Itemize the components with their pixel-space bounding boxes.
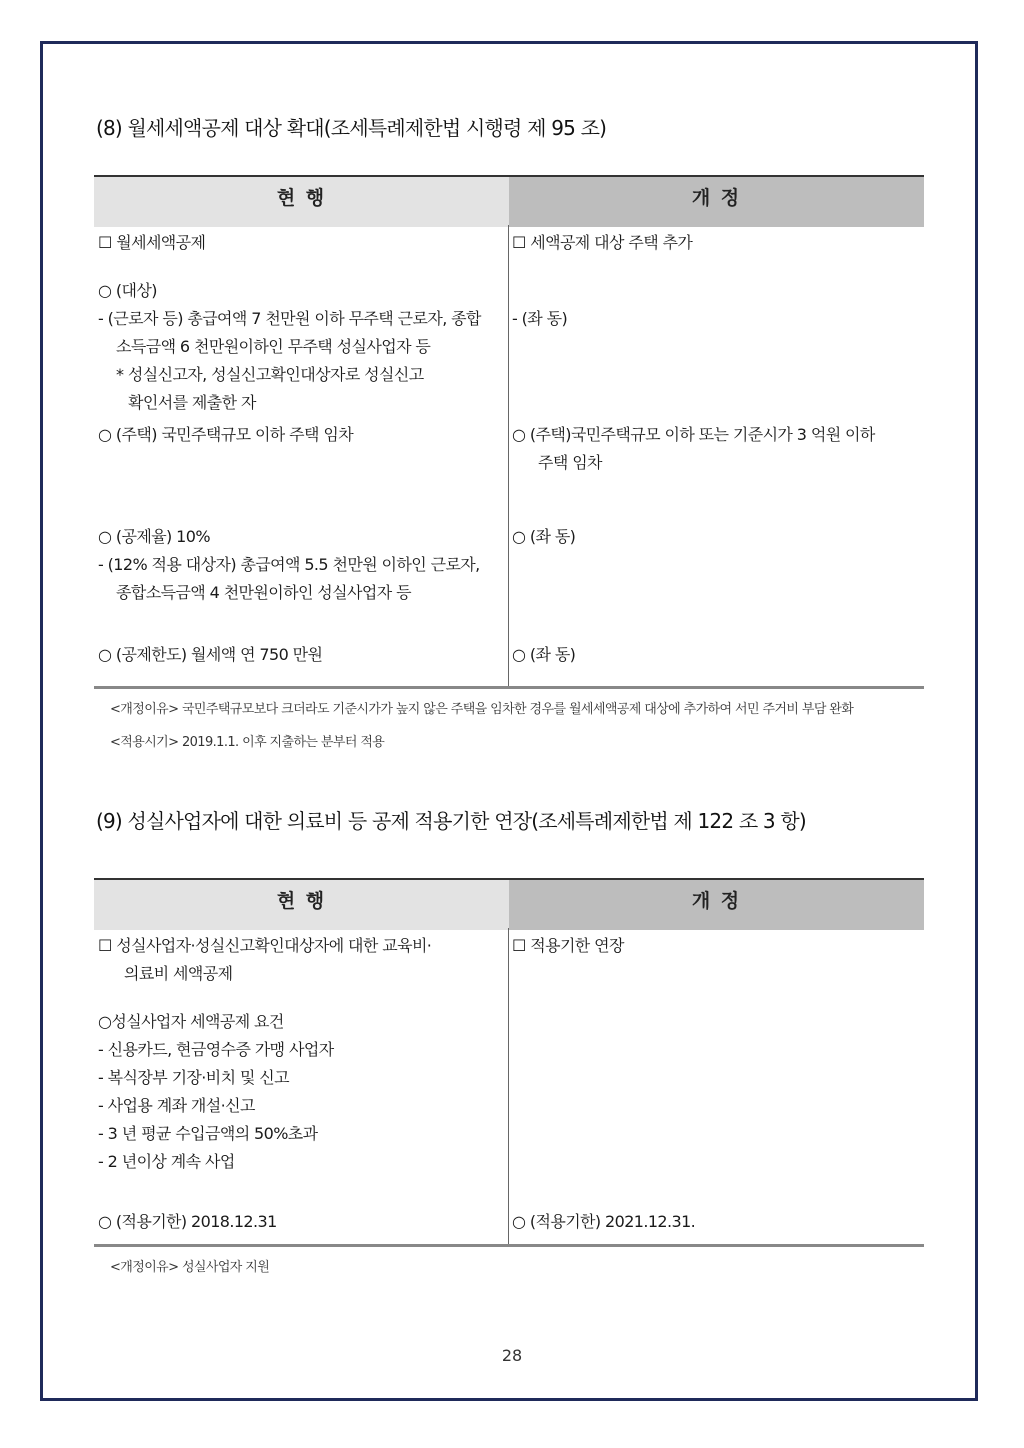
note-date-8: <적용시기> 2019.1.1. 이후 지출하는 분부터 적용 <box>110 735 385 750</box>
page-number: 28 <box>501 1346 523 1365</box>
text-line: ○ (적용기한) 2021.12.31. <box>512 1212 696 1231</box>
text-line: ☐ 월세세액공제 <box>98 233 206 252</box>
column-divider <box>508 225 509 687</box>
text-line: ☐ 적용기한 연장 <box>512 936 624 955</box>
table-bottom-rule <box>94 1244 924 1247</box>
cell-new-3 <box>512 523 922 551</box>
table-bottom-rule <box>94 686 924 689</box>
text-line: 종합소득금액 4 천만원이하인 성실사업자 등 <box>116 583 411 602</box>
section-8-title: (8) 월세세액공제 대상 확대(조세특례제한법 시행령 제 95 조) <box>96 116 607 140</box>
text-line: ☐ 세액공제 대상 주택 추가 <box>512 233 693 252</box>
note-reason-8: <개정이유> 국민주택규모보다 크더라도 기준시가가 높지 않은 주택을 임차한 경우를 월세세액공제 대상에 추가하여 서민 주거비 부담 완화 <box>110 702 854 717</box>
table-header <box>94 878 924 930</box>
text-line: - 2 년이상 계속 사업 <box>98 1152 235 1171</box>
text-line: - (근로자 등) 총급여액 7 천만원 이하 무주택 근로자, 종합 <box>98 309 481 328</box>
cell-current-3 <box>98 523 508 607</box>
text-line: ○ (주택) 국민주택규모 이하 주택 임차 <box>98 425 354 444</box>
cell-current-2 <box>98 421 508 449</box>
header-current: 현 행 <box>94 880 509 930</box>
section-9-title: (9) 성실사업자에 대한 의료비 등 공제 적용기한 연장(조세특례제한법 제 122 조 3 항) <box>96 809 806 833</box>
text-line: 소득금액 6 천만원이하인 무주택 성실사업자 등 <box>116 337 431 356</box>
text-line: ○ (적용기한) 2018.12.31 <box>98 1212 277 1231</box>
text-line: ○ (대상) <box>98 281 157 300</box>
cell-new-0 <box>512 932 922 960</box>
text-line: * 성실신고자, 성실신고확인대상자로 성실신고 <box>116 365 424 384</box>
header-new: 개 정 <box>509 880 924 930</box>
text-line: - 신용카드, 현금영수증 가맹 사업자 <box>98 1040 334 1059</box>
cell-current-1 <box>98 1008 508 1176</box>
cell-new-2 <box>512 421 922 477</box>
text-line: - (좌 동) <box>512 309 568 328</box>
text-line: ○ (주택)국민주택규모 이하 또는 기준시가 3 억원 이하 <box>512 425 875 444</box>
text-line: ○ (공제한도) 월세액 연 750 만원 <box>98 645 323 664</box>
cell-new-0 <box>512 229 922 257</box>
header-new: 개 정 <box>509 177 924 227</box>
text-line: ☐ 성실사업자·성실신고확인대상자에 대한 교육비· <box>98 936 432 955</box>
text-line: ○성실사업자 세액공제 요건 <box>98 1012 284 1031</box>
cell-current-1 <box>98 277 508 417</box>
cell-new-2 <box>512 1208 922 1236</box>
section-9-table <box>94 878 924 1250</box>
cell-current-0 <box>98 229 508 257</box>
header-current: 현 행 <box>94 177 509 227</box>
text-line: ○ (좌 동) <box>512 527 576 546</box>
cell-current-0 <box>98 932 508 988</box>
section-8-table <box>94 175 924 691</box>
cell-new-1 <box>512 305 922 333</box>
column-divider <box>508 928 509 1244</box>
text-line: ○ (좌 동) <box>512 645 576 664</box>
text-line: 의료비 세액공제 <box>124 964 233 983</box>
text-line: - 사업용 계좌 개설·신고 <box>98 1096 255 1115</box>
text-line: - 3 년 평균 수입금액의 50%초과 <box>98 1124 318 1143</box>
cell-current-4 <box>98 641 508 669</box>
note-reason-9: <개정이유> 성실사업자 지원 <box>110 1260 270 1275</box>
text-line: - (12% 적용 대상자) 총급여액 5.5 천만원 이하인 근로자, <box>98 555 480 574</box>
text-line: 주택 임차 <box>538 453 602 472</box>
text-line: ○ (공제율) 10% <box>98 527 210 546</box>
cell-current-2 <box>98 1208 508 1236</box>
cell-new-4 <box>512 641 922 669</box>
text-line: - 복식장부 기장·비치 및 신고 <box>98 1068 290 1087</box>
table-header <box>94 175 924 227</box>
text-line: 확인서를 제출한 자 <box>128 393 256 412</box>
